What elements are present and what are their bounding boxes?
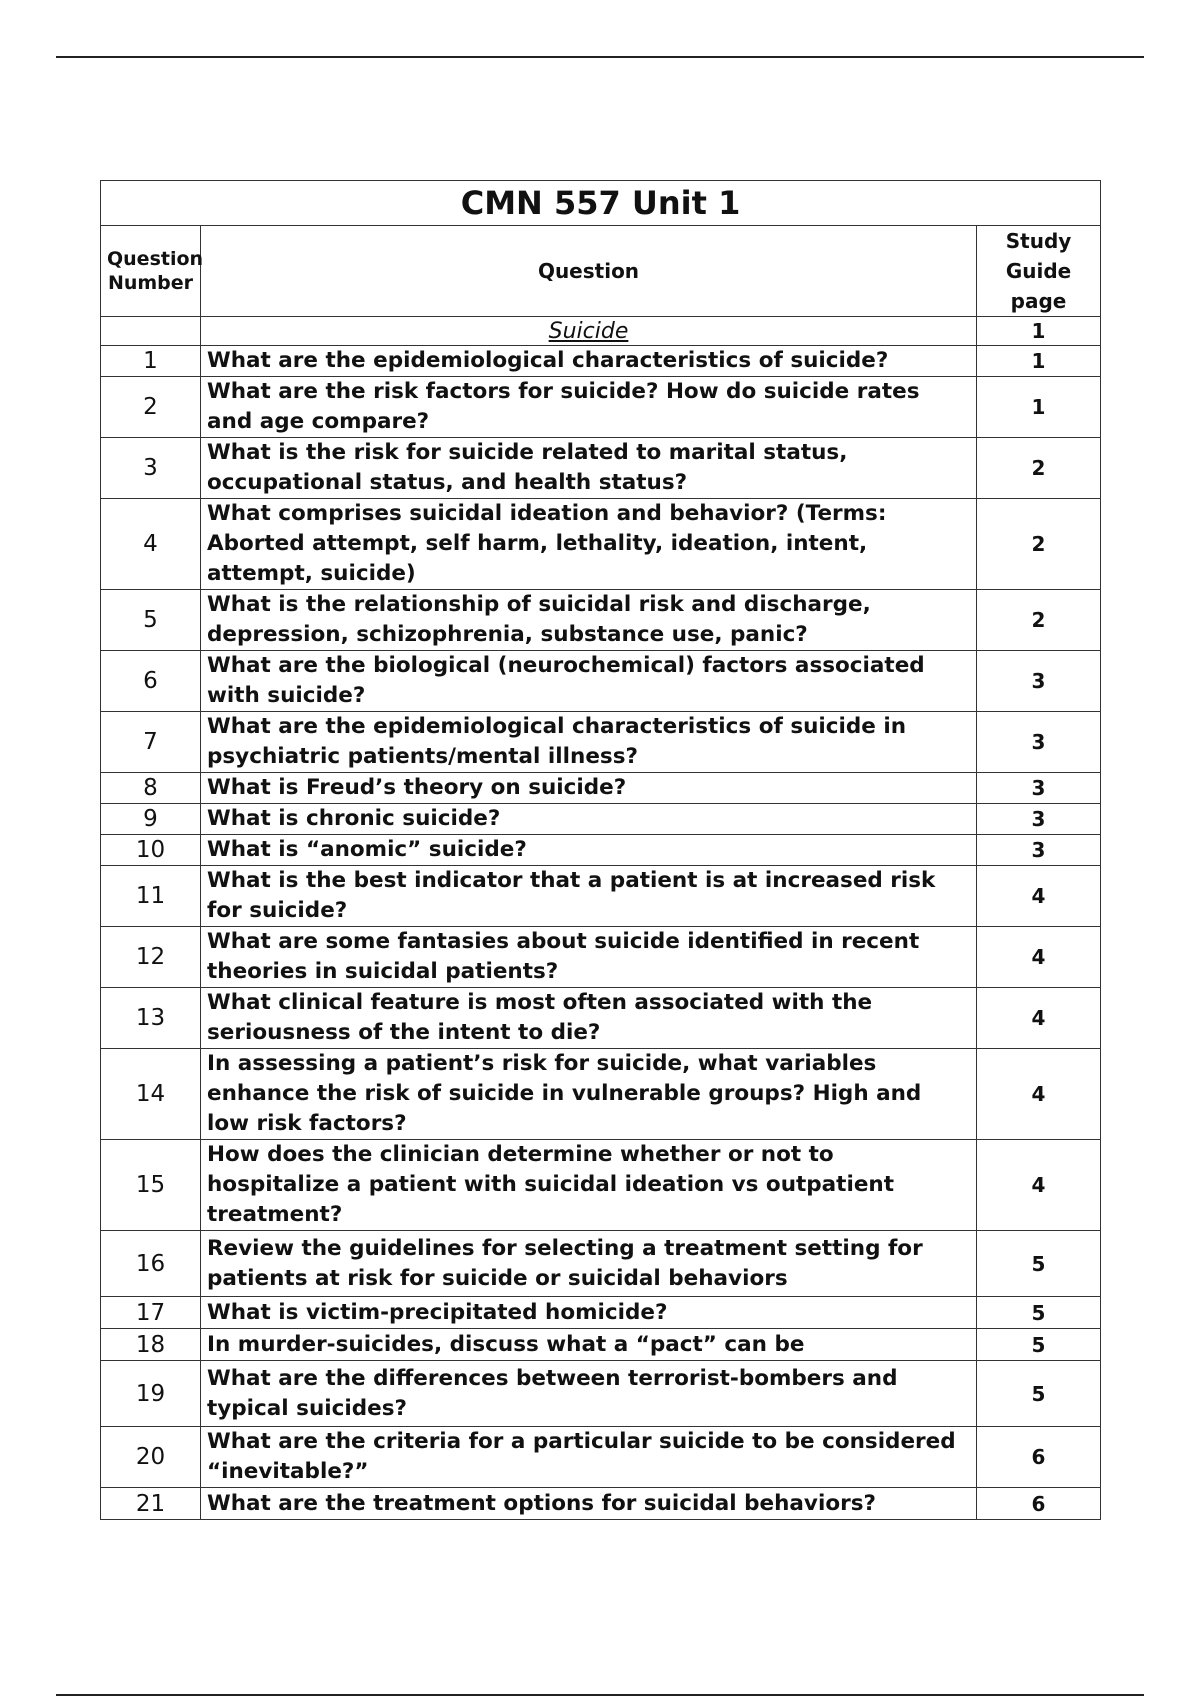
- question-text: What are the epidemiological characteristics of suicide?: [201, 346, 977, 377]
- question-number: 19: [101, 1361, 201, 1427]
- study-guide-page: 5: [977, 1361, 1101, 1427]
- question-number: 2: [101, 377, 201, 438]
- table-row: [101, 1427, 1101, 1488]
- question-number: 10: [101, 835, 201, 866]
- table-row: [101, 346, 1101, 377]
- study-guide-page: 2: [977, 438, 1101, 499]
- study-guide-page: 4: [977, 866, 1101, 927]
- question-text: What is Freud’s theory on suicide?: [201, 773, 977, 804]
- question-text: Review the guidelines for selecting a treatment setting for patients at risk for suicide or suicidal behaviors: [201, 1231, 977, 1297]
- table-row: [101, 1140, 1101, 1231]
- header-row: [101, 226, 1101, 317]
- table-row: [101, 866, 1101, 927]
- study-guide-page: 6: [977, 1427, 1101, 1488]
- question-text: What comprises suicidal ideation and behavior? (Terms: Aborted attempt, self harm, lethality, ideation, intent, attempt, suicide): [201, 499, 977, 590]
- study-guide-page: 4: [977, 1049, 1101, 1140]
- section-label: Suicide: [201, 317, 977, 346]
- question-text: What are some fantasies about suicide identified in recent theories in suicidal patients?: [201, 927, 977, 988]
- question-number: 11: [101, 866, 201, 927]
- study-guide-page: 6: [977, 1488, 1101, 1520]
- table-row: [101, 712, 1101, 773]
- table-row: [101, 590, 1101, 651]
- table-row: [101, 1297, 1101, 1329]
- table-row: [101, 1361, 1101, 1427]
- question-text: What are the differences between terrorist-bombers and typical suicides?: [201, 1361, 977, 1427]
- question-number: 18: [101, 1329, 201, 1361]
- question-number: 6: [101, 651, 201, 712]
- study-guide-page: 4: [977, 988, 1101, 1049]
- study-guide-page: 3: [977, 773, 1101, 804]
- question-text: What are the treatment options for suicidal behaviors?: [201, 1488, 977, 1520]
- question-text: What are the risk factors for suicide? How do suicide rates and age compare?: [201, 377, 977, 438]
- top-rule: [56, 56, 1144, 58]
- study-guide-page: 5: [977, 1231, 1101, 1297]
- question-number: 1: [101, 346, 201, 377]
- study-guide-page: 3: [977, 651, 1101, 712]
- question-number: 21: [101, 1488, 201, 1520]
- question-number: 7: [101, 712, 201, 773]
- question-text: What is the risk for suicide related to marital status, occupational status, and health status?: [201, 438, 977, 499]
- table-row: [101, 1049, 1101, 1140]
- question-text: What is victim-precipitated homicide?: [201, 1297, 977, 1329]
- section-number-cell: [101, 317, 201, 346]
- question-number: 14: [101, 1049, 201, 1140]
- title-row: [101, 181, 1101, 226]
- table-row: [101, 499, 1101, 590]
- question-text: What is the relationship of suicidal risk and discharge, depression, schizophrenia, substance use, panic?: [201, 590, 977, 651]
- table-row: [101, 651, 1101, 712]
- question-text: What are the biological (neurochemical) factors associated with suicide?: [201, 651, 977, 712]
- question-text: In assessing a patient’s risk for suicide, what variables enhance the risk of suicide in vulnerable groups? High and low risk factors?: [201, 1049, 977, 1140]
- question-number: 16: [101, 1231, 201, 1297]
- study-guide-page: 4: [977, 927, 1101, 988]
- study-guide-page: 1: [977, 377, 1101, 438]
- question-text: What is “anomic” suicide?: [201, 835, 977, 866]
- question-number: 3: [101, 438, 201, 499]
- study-guide-page: 2: [977, 590, 1101, 651]
- study-guide-page: 1: [977, 346, 1101, 377]
- table-row: [101, 438, 1101, 499]
- header-study-guide-page: Study Guide page: [977, 226, 1101, 317]
- question-number: 12: [101, 927, 201, 988]
- study-guide-page: 3: [977, 835, 1101, 866]
- document-title: CMN 557 Unit 1: [101, 181, 1101, 226]
- question-number: 4: [101, 499, 201, 590]
- question-text: How does the clinician determine whether or not to hospitalize a patient with suicidal ideation vs outpatient treatment?: [201, 1140, 977, 1231]
- section-row: [101, 317, 1101, 346]
- table-row: [101, 377, 1101, 438]
- study-guide-table: [100, 180, 1101, 1520]
- question-number: 15: [101, 1140, 201, 1231]
- study-guide-page: 3: [977, 712, 1101, 773]
- table-row: [101, 927, 1101, 988]
- table-row: [101, 773, 1101, 804]
- table-row: [101, 804, 1101, 835]
- study-guide-page: 5: [977, 1297, 1101, 1329]
- question-number: 13: [101, 988, 201, 1049]
- table-row: [101, 1488, 1101, 1520]
- study-guide-page: 3: [977, 804, 1101, 835]
- section-page: 1: [977, 317, 1101, 346]
- question-text: What are the criteria for a particular suicide to be considered “inevitable?”: [201, 1427, 977, 1488]
- study-guide-page: 5: [977, 1329, 1101, 1361]
- question-text: What is the best indicator that a patient is at increased risk for suicide?: [201, 866, 977, 927]
- question-text: In murder-suicides, discuss what a “pact” can be: [201, 1329, 977, 1361]
- question-text: What clinical feature is most often associated with the seriousness of the intent to die?: [201, 988, 977, 1049]
- question-number: 9: [101, 804, 201, 835]
- question-text: What are the epidemiological characteristics of suicide in psychiatric patients/mental illness?: [201, 712, 977, 773]
- question-number: 5: [101, 590, 201, 651]
- table-row: [101, 1231, 1101, 1297]
- bottom-rule: [56, 1694, 1144, 1696]
- study-guide-page: 2: [977, 499, 1101, 590]
- question-number: 8: [101, 773, 201, 804]
- header-question-number: Question Number: [101, 226, 201, 317]
- table-row: [101, 988, 1101, 1049]
- table-row: [101, 1329, 1101, 1361]
- question-text: What is chronic suicide?: [201, 804, 977, 835]
- table-row: [101, 835, 1101, 866]
- question-number: 17: [101, 1297, 201, 1329]
- header-question: Question: [201, 226, 977, 317]
- study-guide-page: 4: [977, 1140, 1101, 1231]
- question-number: 20: [101, 1427, 201, 1488]
